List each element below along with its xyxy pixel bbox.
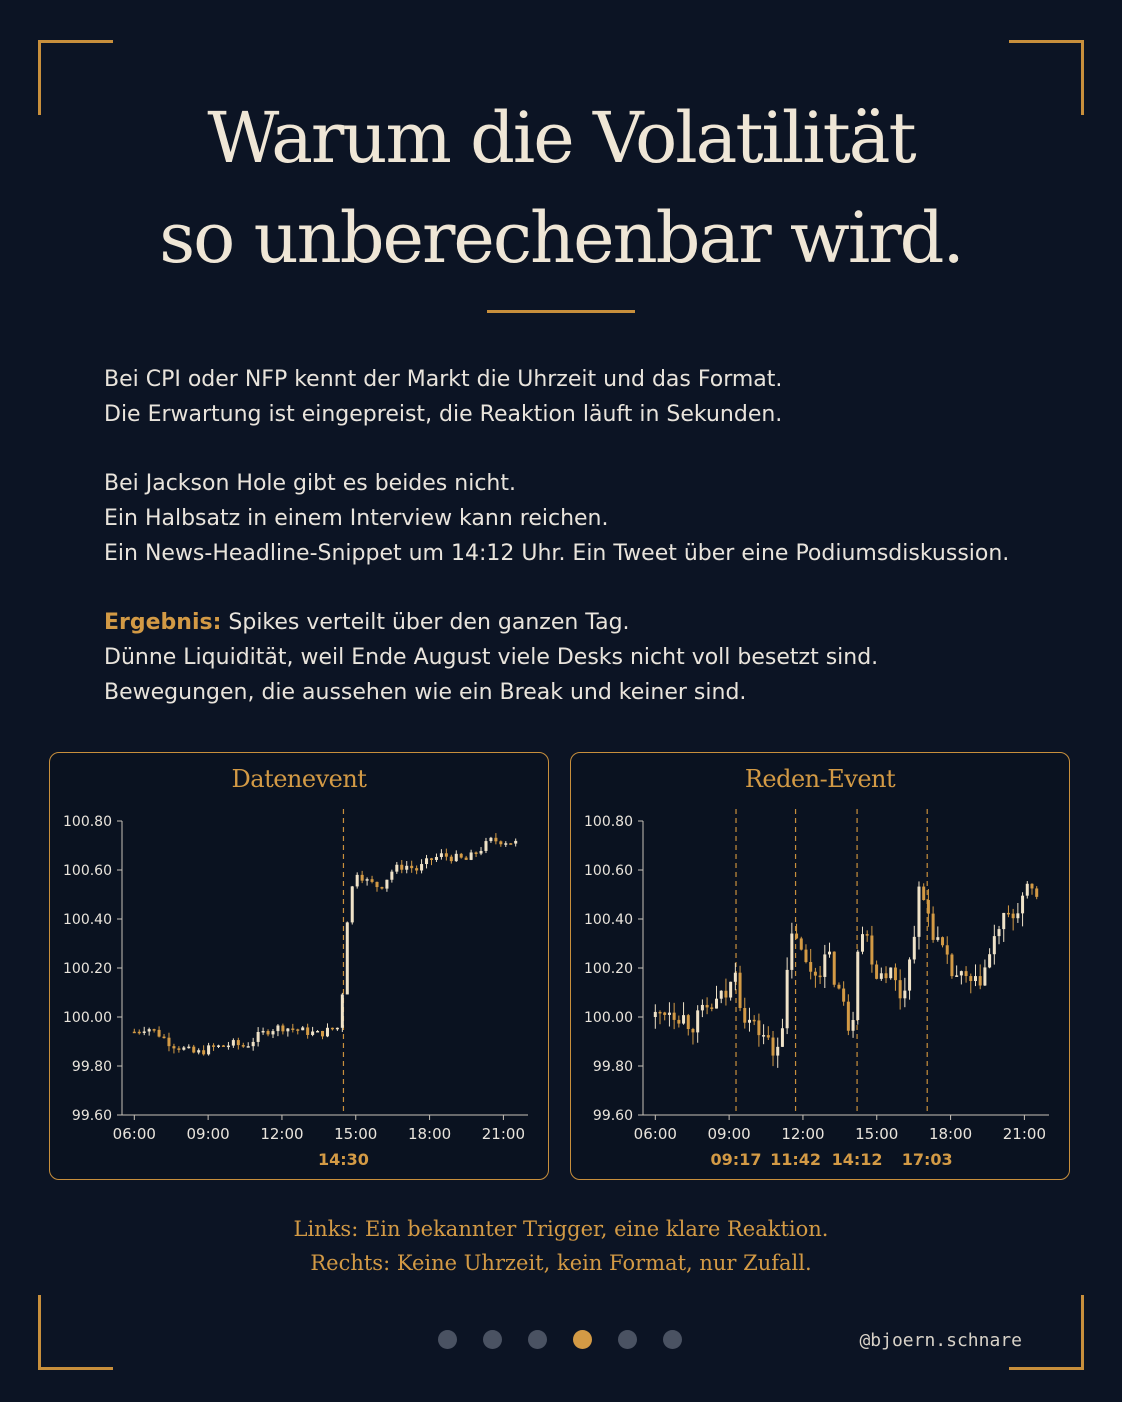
candle-body bbox=[158, 1030, 161, 1037]
x-tick-label: 21:00 bbox=[1002, 1125, 1047, 1143]
paragraph-line: Bei Jackson Hole gibt es beides nicht. bbox=[104, 471, 516, 496]
candle-body bbox=[710, 1007, 713, 1009]
candle-body bbox=[772, 1038, 775, 1056]
candle-body bbox=[701, 1005, 704, 1010]
candle-body bbox=[450, 857, 453, 861]
candle-body bbox=[885, 973, 888, 978]
candle-body bbox=[1035, 888, 1038, 896]
candle-body bbox=[1007, 913, 1010, 915]
candle-body bbox=[301, 1027, 304, 1030]
candle-body bbox=[222, 1045, 225, 1047]
candle-body bbox=[1012, 914, 1015, 919]
candle-body bbox=[425, 858, 428, 864]
candle-body bbox=[691, 1029, 694, 1032]
candle-body bbox=[809, 962, 812, 972]
pagination-dot[interactable] bbox=[528, 1330, 547, 1349]
candle-body bbox=[143, 1031, 146, 1033]
candle-body bbox=[828, 952, 831, 955]
candlestick-chart-speech-event bbox=[571, 753, 1071, 1181]
event-marker-label: 14:30 bbox=[317, 1150, 369, 1169]
candle-body bbox=[470, 852, 473, 859]
candle-body bbox=[668, 1013, 671, 1015]
candle-body bbox=[445, 853, 448, 856]
paragraph-line bbox=[104, 605, 1064, 640]
candle-body bbox=[430, 858, 433, 860]
candle-body bbox=[922, 887, 925, 900]
candle-body bbox=[880, 973, 883, 979]
candle-body bbox=[795, 934, 798, 939]
paragraph-line: Bewegungen, die aussehen wie ein Break und keiner sind. bbox=[104, 680, 747, 705]
paragraph-line: Die Erwartung ist eingepreist, die Reaktion läuft in Sekunden. bbox=[104, 402, 783, 427]
candle-body bbox=[729, 982, 732, 998]
x-tick-label: 21:00 bbox=[481, 1125, 526, 1143]
y-tick-label: 99.80 bbox=[592, 1059, 633, 1075]
paragraph-3 bbox=[104, 605, 1064, 710]
candle-body bbox=[965, 971, 968, 976]
candle-body bbox=[242, 1045, 245, 1047]
pagination-dot[interactable] bbox=[618, 1330, 637, 1349]
candle-body bbox=[217, 1045, 220, 1047]
paragraph-1 bbox=[104, 362, 1064, 432]
x-tick-label: 06:00 bbox=[112, 1125, 156, 1143]
candle-body bbox=[499, 841, 502, 844]
candle-body bbox=[659, 1012, 662, 1014]
candle-body bbox=[202, 1050, 205, 1054]
y-tick-label: 100.80 bbox=[63, 814, 112, 830]
candle-body bbox=[1030, 884, 1033, 889]
result-label: Ergebnis: bbox=[104, 610, 222, 635]
candle-body bbox=[356, 875, 359, 887]
y-tick-label: 100.00 bbox=[584, 1010, 633, 1026]
candle-body bbox=[823, 954, 826, 977]
candle-body bbox=[687, 1015, 690, 1029]
candle-body bbox=[252, 1042, 255, 1046]
candle-body bbox=[420, 864, 423, 870]
candle-body bbox=[410, 866, 413, 868]
candle-body bbox=[781, 1028, 784, 1047]
candle-body bbox=[988, 954, 991, 967]
candle-body bbox=[182, 1047, 185, 1049]
y-tick-label: 99.80 bbox=[71, 1059, 112, 1075]
candle-body bbox=[435, 857, 438, 860]
candle-body bbox=[790, 934, 793, 970]
chart-caption bbox=[0, 1212, 1122, 1280]
candle-body bbox=[1002, 913, 1005, 929]
candle-body bbox=[800, 938, 803, 949]
paragraph-2 bbox=[104, 466, 1064, 571]
candle-body bbox=[212, 1045, 215, 1047]
candle-body bbox=[842, 989, 845, 1002]
candle-body bbox=[917, 887, 920, 937]
candle-body bbox=[870, 936, 873, 965]
candle-body bbox=[267, 1031, 270, 1034]
candle-body bbox=[460, 854, 463, 858]
y-tick-label: 100.40 bbox=[584, 912, 633, 928]
candle-body bbox=[276, 1026, 279, 1032]
candle-body bbox=[946, 945, 949, 954]
candle-body bbox=[706, 1005, 709, 1007]
candle-body bbox=[1026, 884, 1029, 896]
candle-body bbox=[480, 851, 483, 854]
candle-body bbox=[138, 1032, 141, 1034]
candle-body bbox=[804, 950, 807, 962]
candle-body bbox=[753, 1020, 756, 1022]
y-tick-label: 100.20 bbox=[584, 961, 633, 977]
candle-body bbox=[767, 1035, 770, 1037]
candle-body bbox=[814, 972, 817, 976]
page-title-line-1: Warum die Volatilität bbox=[207, 97, 915, 179]
candle-body bbox=[983, 967, 986, 985]
paragraph-line: Dünne Liquidität, weil Ende August viele Desks nicht voll besetzt sind. bbox=[104, 645, 879, 670]
title-divider bbox=[487, 310, 635, 313]
result-text: Spikes verteilt über den ganzen Tag. bbox=[221, 610, 630, 635]
event-marker-label: 14:12 bbox=[831, 1150, 883, 1169]
chart-title: Datenevent bbox=[231, 765, 367, 793]
x-tick-label: 09:00 bbox=[707, 1125, 751, 1143]
pagination-dot[interactable] bbox=[663, 1330, 682, 1349]
candle-body bbox=[913, 937, 916, 960]
y-tick-label: 100.60 bbox=[584, 863, 633, 879]
candle-body bbox=[715, 999, 718, 1009]
candle-body bbox=[950, 955, 953, 977]
candle-body bbox=[866, 934, 869, 936]
candle-body bbox=[908, 959, 911, 990]
candle-body bbox=[197, 1050, 200, 1052]
candle-body bbox=[405, 866, 408, 870]
candle-body bbox=[899, 980, 902, 998]
candle-body bbox=[819, 976, 822, 978]
candle-body bbox=[187, 1047, 190, 1049]
candlestick-chart-data-event bbox=[50, 753, 550, 1181]
candle-body bbox=[743, 1008, 746, 1023]
candle-body bbox=[762, 1035, 765, 1037]
candle-body bbox=[748, 1020, 751, 1023]
paragraph-line: Ein News-Headline-Snippet um 14:12 Uhr. Ein Tweet über eine Podiumsdiskussion. bbox=[104, 541, 1010, 566]
candle-body bbox=[786, 970, 789, 1028]
frame-corner-bottom-left bbox=[38, 1295, 113, 1370]
candle-body bbox=[724, 991, 727, 998]
y-tick-label: 99.60 bbox=[592, 1108, 633, 1124]
y-tick-label: 100.80 bbox=[584, 814, 633, 830]
candle-body bbox=[847, 1002, 850, 1031]
candle-body bbox=[1016, 913, 1019, 918]
candle-body bbox=[316, 1031, 319, 1033]
candle-body bbox=[440, 853, 443, 857]
candle-body bbox=[734, 973, 737, 982]
candle-body bbox=[673, 1013, 676, 1020]
chart-title: Reden-Event bbox=[744, 765, 896, 793]
candle-body bbox=[514, 841, 517, 844]
candle-body bbox=[861, 934, 864, 952]
candle-body bbox=[475, 852, 478, 854]
candle-body bbox=[856, 952, 859, 1020]
candle-body bbox=[232, 1040, 235, 1046]
candle-body bbox=[262, 1031, 265, 1033]
candle-body bbox=[390, 872, 393, 880]
event-marker-label: 09:17 bbox=[710, 1150, 762, 1169]
candle-body bbox=[960, 971, 963, 975]
candle-body bbox=[489, 838, 492, 841]
candle-body bbox=[296, 1029, 299, 1031]
candle-body bbox=[1021, 896, 1024, 914]
candle-body bbox=[163, 1037, 166, 1039]
candle-body bbox=[932, 914, 935, 940]
candle-body bbox=[894, 968, 897, 981]
candle-body bbox=[385, 880, 388, 889]
candle-body bbox=[484, 841, 487, 851]
candle-body bbox=[941, 937, 944, 945]
candle-body bbox=[311, 1031, 314, 1034]
candle-body bbox=[875, 965, 878, 979]
chart-panel-data-event bbox=[49, 752, 549, 1180]
candle-body bbox=[172, 1046, 175, 1048]
x-tick-label: 09:00 bbox=[186, 1125, 230, 1143]
candle-body bbox=[903, 991, 906, 999]
page-title-line-2: so unberechenbar wird. bbox=[159, 197, 963, 279]
pagination-dot-active[interactable] bbox=[573, 1330, 592, 1349]
y-tick-label: 100.20 bbox=[63, 961, 112, 977]
paragraph-line: Ein Halbsatz in einem Interview kann reichen. bbox=[104, 506, 609, 531]
candle-body bbox=[247, 1046, 250, 1048]
event-marker-label: 17:03 bbox=[901, 1150, 953, 1169]
event-marker-label: 11:42 bbox=[770, 1150, 822, 1169]
candle-body bbox=[331, 1028, 334, 1030]
candle-body bbox=[371, 879, 374, 882]
caption-line-2: Rechts: Keine Uhrzeit, kein Format, nur Zufall. bbox=[310, 1251, 812, 1275]
candle-body bbox=[998, 929, 1001, 936]
paragraph-line: Bei CPI oder NFP kennt der Markt die Uhrzeit und das Format. bbox=[104, 367, 783, 392]
candle-body bbox=[192, 1047, 195, 1053]
y-tick-label: 100.00 bbox=[63, 1010, 112, 1026]
candle-body bbox=[852, 1020, 855, 1031]
candle-body bbox=[979, 976, 982, 985]
page-title bbox=[0, 88, 1122, 288]
caption-line-1: Links: Ein bekannter Trigger, eine klare Reaktion. bbox=[293, 1217, 829, 1241]
candle-body bbox=[257, 1032, 260, 1042]
candle-body bbox=[955, 975, 958, 977]
candle-body bbox=[133, 1032, 136, 1034]
candle-body bbox=[969, 976, 972, 981]
candle-body bbox=[677, 1020, 680, 1024]
body-text bbox=[104, 362, 1064, 744]
candle-body bbox=[306, 1027, 309, 1035]
candle-body bbox=[237, 1040, 240, 1045]
candle-body bbox=[361, 875, 364, 881]
candle-body bbox=[739, 973, 742, 1008]
x-tick-label: 12:00 bbox=[781, 1125, 825, 1143]
candle-body bbox=[271, 1031, 274, 1034]
x-tick-label: 18:00 bbox=[928, 1125, 973, 1143]
candle-body bbox=[395, 865, 398, 872]
y-tick-label: 100.40 bbox=[63, 912, 112, 928]
x-tick-label: 06:00 bbox=[633, 1125, 677, 1143]
author-handle: @bjoern.schnare bbox=[859, 1330, 1022, 1351]
x-tick-label: 12:00 bbox=[260, 1125, 304, 1143]
candle-body bbox=[757, 1020, 760, 1035]
candle-body bbox=[177, 1048, 180, 1050]
candle-body bbox=[341, 994, 344, 1027]
chart-panel-speech-event bbox=[570, 752, 1070, 1180]
candle-body bbox=[415, 868, 418, 870]
x-tick-label: 15:00 bbox=[855, 1125, 899, 1143]
candle-body bbox=[509, 843, 512, 845]
candle-body bbox=[776, 1047, 779, 1056]
candle-body bbox=[936, 937, 939, 940]
candle-body bbox=[380, 887, 383, 889]
candle-body bbox=[291, 1028, 294, 1030]
candle-body bbox=[455, 854, 458, 861]
candle-body bbox=[153, 1029, 156, 1031]
pagination-dot[interactable] bbox=[483, 1330, 502, 1349]
candle-body bbox=[682, 1015, 685, 1023]
y-tick-label: 100.60 bbox=[63, 863, 112, 879]
candle-body bbox=[326, 1028, 329, 1037]
candle-body bbox=[927, 900, 930, 914]
candle-body bbox=[366, 879, 369, 881]
candle-body bbox=[993, 936, 996, 954]
candle-body bbox=[148, 1029, 151, 1031]
candle-body bbox=[336, 1028, 339, 1030]
candle-body bbox=[281, 1026, 284, 1032]
candle-body bbox=[974, 976, 977, 981]
candle-body bbox=[400, 865, 403, 870]
x-tick-label: 15:00 bbox=[334, 1125, 378, 1143]
candle-body bbox=[504, 843, 507, 845]
candle-body bbox=[465, 858, 468, 860]
candle-body bbox=[351, 886, 354, 922]
candle-body bbox=[207, 1045, 210, 1054]
candle-body bbox=[837, 985, 840, 989]
candle-body bbox=[227, 1046, 230, 1048]
pagination-dot[interactable] bbox=[438, 1330, 457, 1349]
candle-body bbox=[346, 922, 349, 994]
candle-body bbox=[833, 952, 836, 985]
candle-body bbox=[286, 1028, 289, 1031]
x-tick-label: 18:00 bbox=[407, 1125, 452, 1143]
candle-body bbox=[663, 1012, 666, 1014]
y-tick-label: 99.60 bbox=[71, 1108, 112, 1124]
candle-body bbox=[889, 968, 892, 979]
candle-body bbox=[375, 882, 378, 887]
candle-body bbox=[494, 838, 497, 842]
candle-body bbox=[167, 1038, 170, 1046]
candle-body bbox=[654, 1012, 657, 1017]
pagination-dots bbox=[438, 1330, 682, 1349]
candle-body bbox=[321, 1031, 324, 1036]
candle-body bbox=[720, 991, 723, 999]
candle-body bbox=[696, 1010, 699, 1032]
